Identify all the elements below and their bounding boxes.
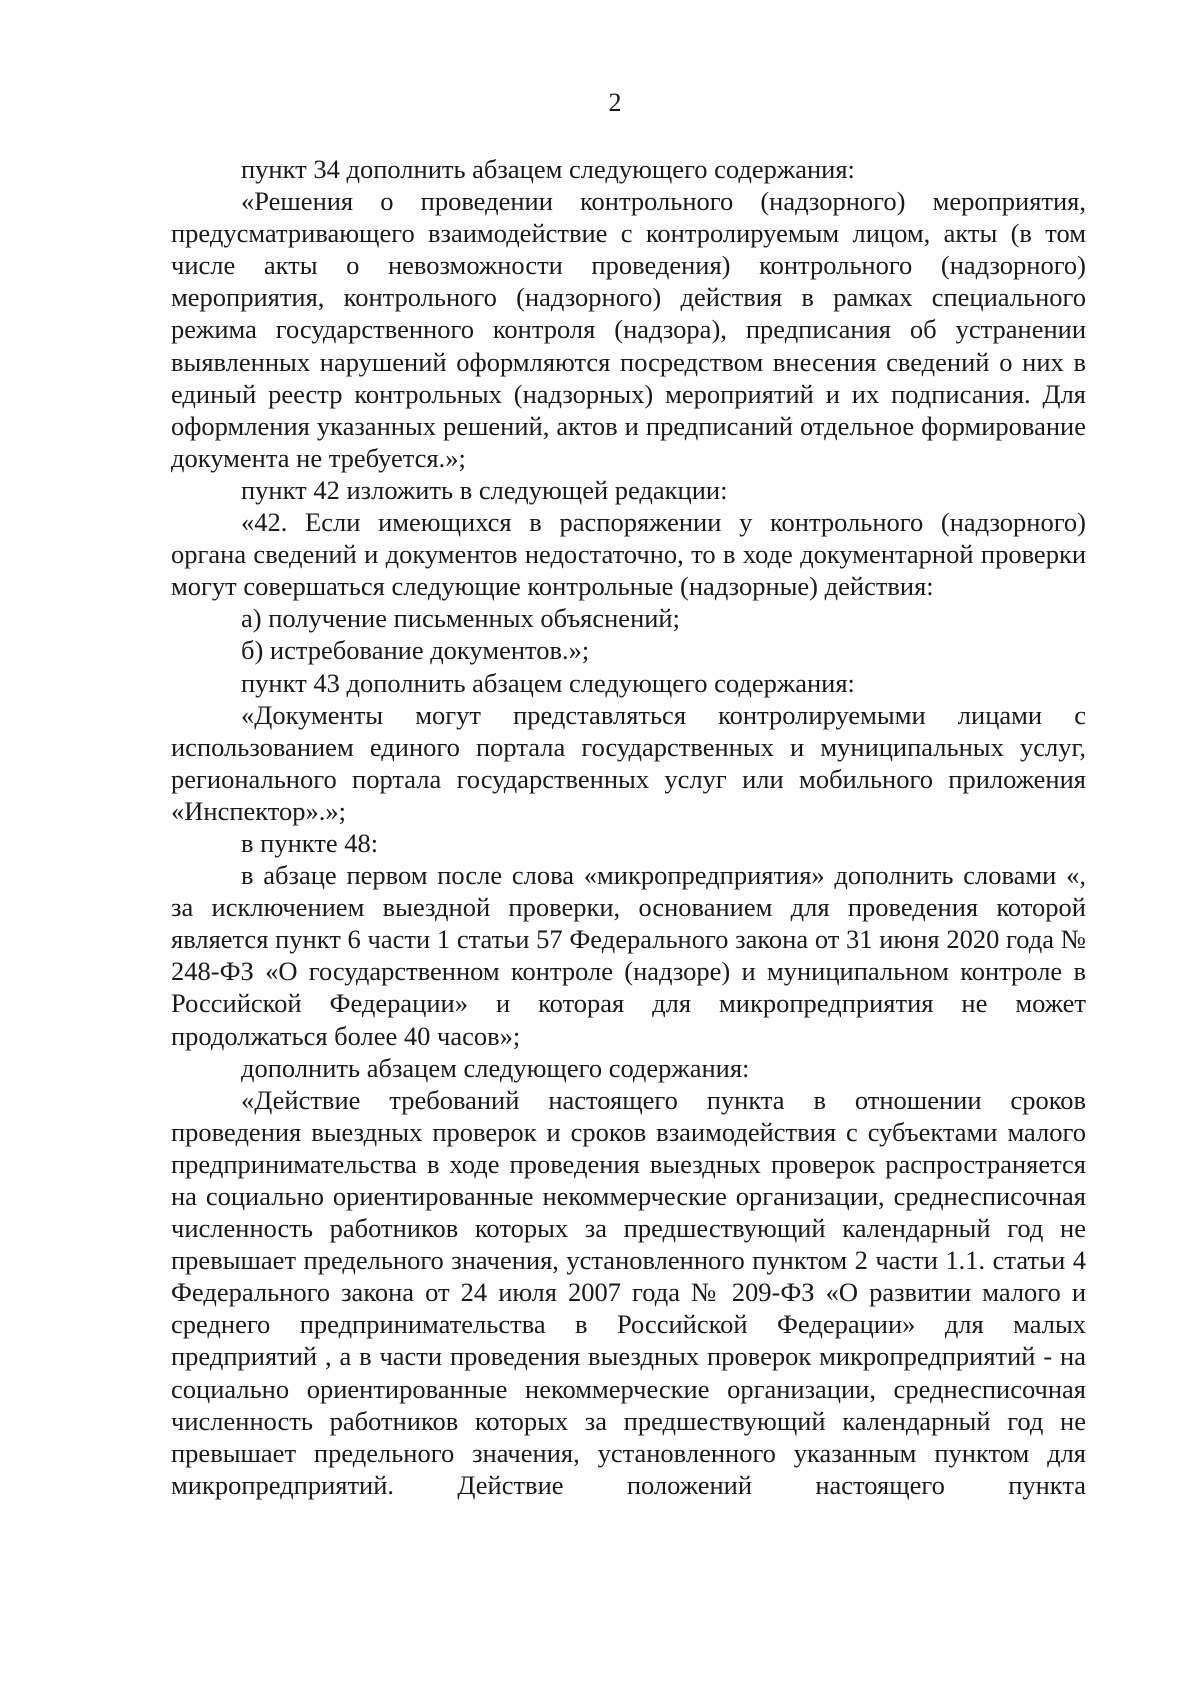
paragraph: в абзаце первом после слова «микропредприятия» дополнить словами «, за исключением выездной проверки, основанием для проведения которой является пункт 6 части 1 статьи 57 Федерального закона от 31 июня 2020 года № 248-ФЗ «О государственном контроле (надзоре) и муниципальном контроле в Российской Федерации» и которая для микропредприятия не может продолжаться более 40 часов»; <box>171 860 1086 1051</box>
paragraph: дополнить абзацем следующего содержания: <box>241 1052 750 1083</box>
paragraph: «42. Если имеющихся в распоряжении у контрольного (надзорного) органа сведений и документов недостаточно, то в ходе документарной проверки могут совершаться следующие контрольные (надзорные) действия: <box>171 507 1086 602</box>
paragraph: б) истребование документов.»; <box>241 635 590 666</box>
paragraph: «Документы могут представляться контролируемыми лицами с использованием единого портала государственных и муниципальных услуг, регионального портала государственных услуг или мобильного приложения «Инспектор».»; <box>171 699 1086 826</box>
paragraph: в пункте 48: <box>241 827 379 858</box>
paragraph: пункт 34 дополнить абзацем следующего содержания: <box>241 154 855 184</box>
paragraph: а) получение письменных объяснений; <box>241 603 680 634</box>
paragraph: пункт 43 дополнить абзацем следующего содержания: <box>241 667 855 698</box>
paragraph: «Решения о проведении контрольного (надзорного) мероприятия, предусматривающего взаимодействие с контролируемым лицом, акты (в том числе акты о невозможности проведения) контрольного (надзорного) мероприятия, контрольного (надзорного) действия в рамках специального режима государственного контроля (надзора), предписания об устранении выявленных нарушений оформляются посредством внесения сведений о них в единый реестр контрольных (надзорных) мероприятий и их подписания. Для оформления указанных решений, актов и предписаний отдельное формирование документа не требуется.»; <box>171 186 1086 473</box>
paragraph: «Действие требований настоящего пункта в отношении сроков проведения выездных проверок и сроков взаимодействия с субъектами малого предпринимательства в ходе проведения выездных проверок распространяется на социально ориентированные некоммерческие организации, среднесписочная численность работников которых за предшествующий календарный год не превышает предельного значения, установленного пунктом 2 части 1.1. статьи 4 Федерального закона от 24 июля 2007 года № 209-ФЗ «О развитии малого и среднего предпринимательства в Российской Федерации» для малых предприятий , а в части проведения выездных проверок микропредприятий - на социально ориентированные некоммерческие организации, среднесписочная численность работников которых за предшествующий календарный год не превышает предельного значения, установленного указанным пунктом для микропредприятий. Действие положений настоящего пункта <box>171 1084 1086 1500</box>
page-number: 2 <box>608 88 622 117</box>
document-body <box>171 153 1086 1501</box>
paragraph: пункт 42 изложить в следующей редакции: <box>241 474 728 505</box>
